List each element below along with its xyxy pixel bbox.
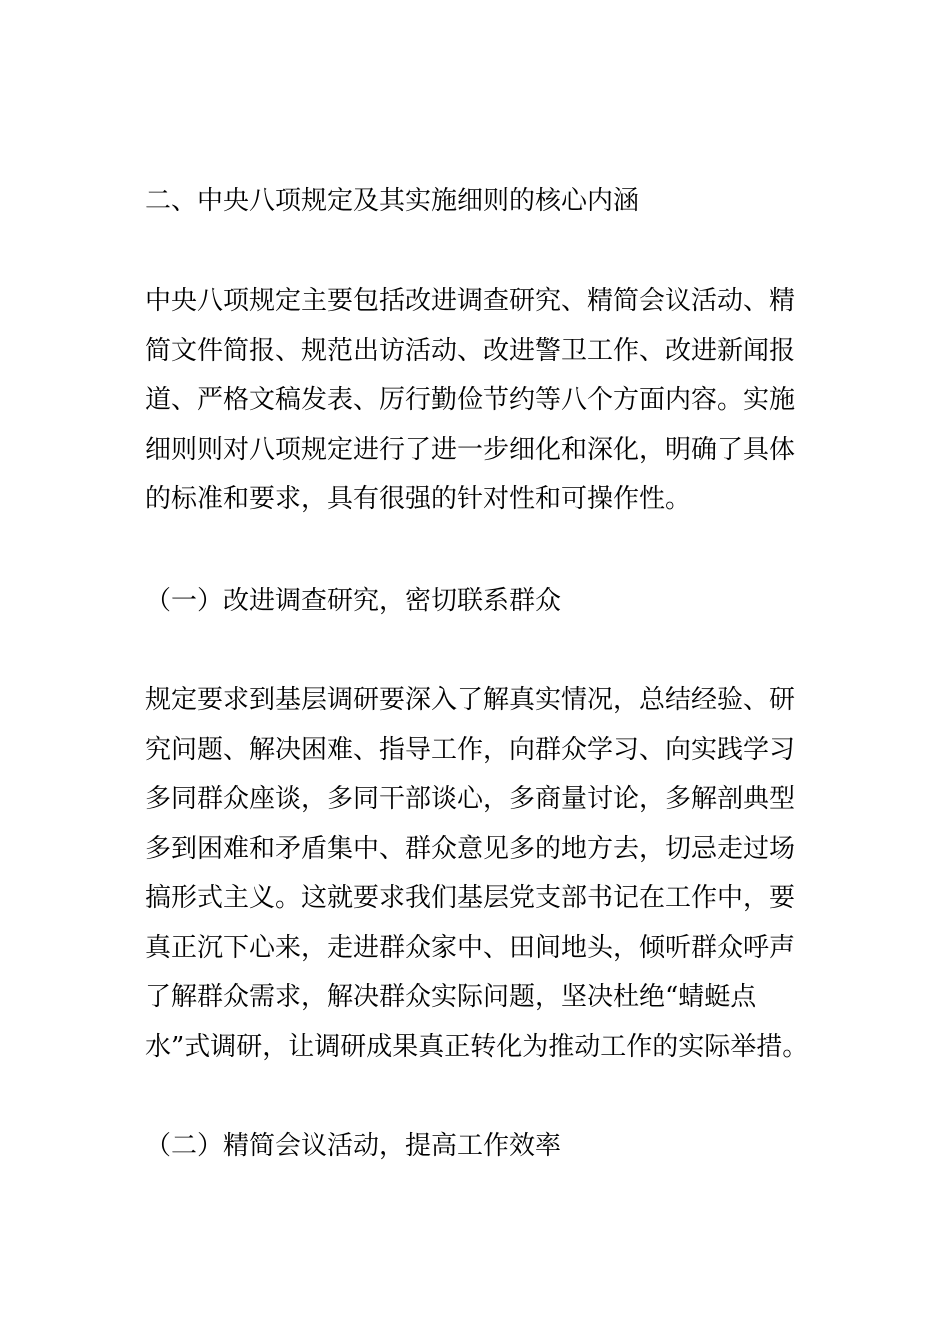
paragraph-line: 搞形式主义。这就要求我们基层党支部书记在工作中，要 [145,883,796,913]
intro-paragraph [145,277,807,525]
paragraph-line: 究问题、解决困难、指导工作，向群众学习、向实践学习 [145,734,796,765]
paragraph-line: 规定要求到基层调研要深入了解真实情况，总结经验、研 [145,685,796,715]
paragraph-line: 多同群众座谈，多同干部谈心，多商量讨论，多解剖典型 [145,784,796,814]
paragraph-line: 真正沉下心来，走进群众家中、田间地头，倾听群众呼声 [145,932,796,963]
paragraph-line: 多到困难和矛盾集中、群众意见多的地方去，切忌走过场 [145,833,796,864]
subsection-2-title: （二）精简会议活动，提高工作效率 [145,1131,562,1161]
paragraph-line: 了解群众需求，解决群众实际问题，坚决杜绝“蜻蜓点 [145,982,757,1012]
paragraph-line: 道、严格文稿发表、厉行勤俭节约等八个方面内容。实施 [145,385,796,415]
paragraph-line: 水”式调研，让调研成果真正转化为推动工作的实际举措。 [145,1031,809,1062]
paragraph-line: 简文件简报、规范出访活动、改进警卫工作、改进新闻报 [145,335,796,366]
section-title: 二、中央八项规定及其实施细则的核心内涵 [145,186,640,216]
subsection-1-paragraph [145,676,807,1072]
paragraph-line: 细则则对八项规定进行了进一步细化和深化，明确了具体 [145,434,796,465]
subsection-1-title: （一）改进调查研究，密切联系群众 [145,586,562,616]
paragraph-line: 的标准和要求，具有很强的针对性和可操作性。 [145,484,692,514]
paragraph-line: 中央八项规定主要包括改进调查研究、精简会议活动、精 [145,286,796,316]
